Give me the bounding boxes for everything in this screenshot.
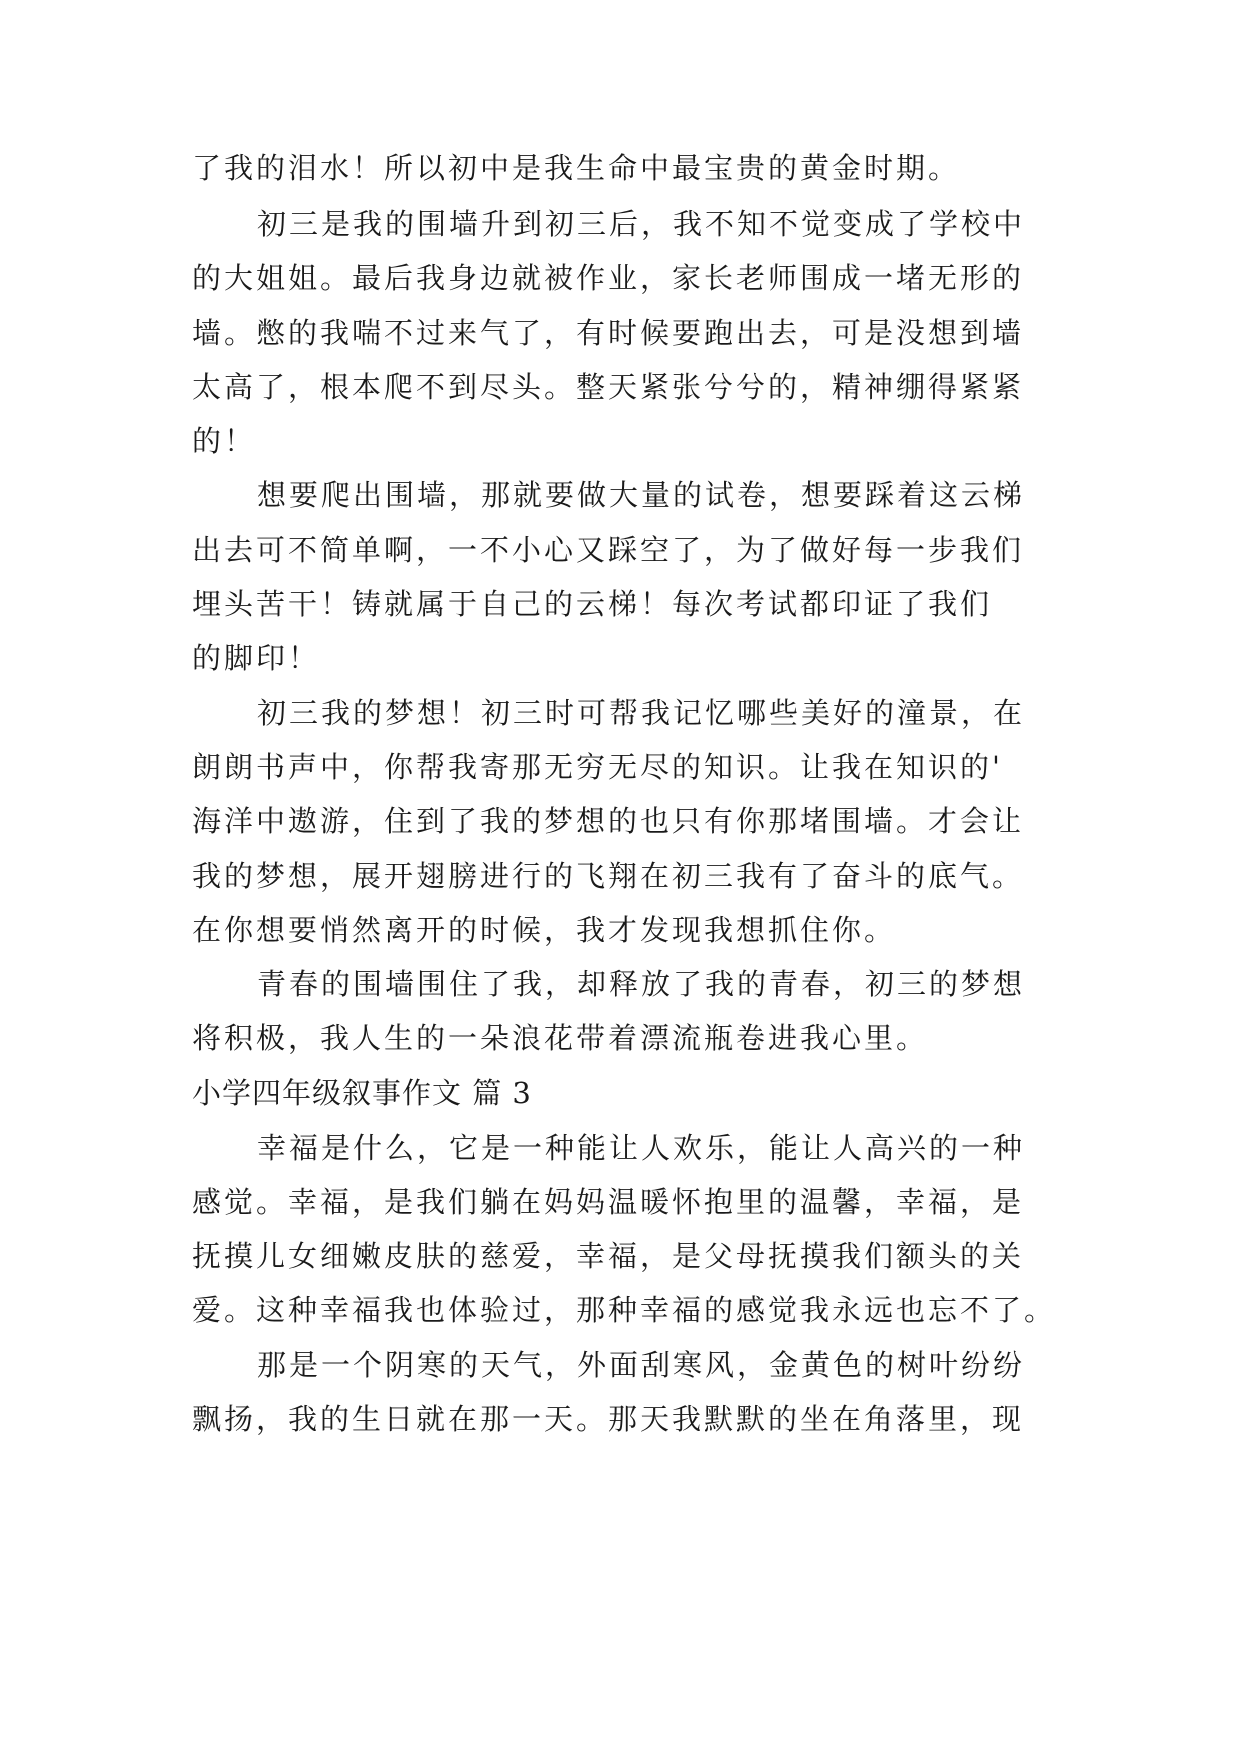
text-line: 飘扬，我的生日就在那一天。那天我默默的坐在角落里，现 bbox=[192, 1402, 1025, 1436]
text-line: 抚摸儿女细嫩皮肤的慈爱，幸福，是父母抚摸我们额头的关 bbox=[192, 1239, 1025, 1273]
paragraph-first-line: 那是一个阴寒的天气，外面刮寒风，金黄色的树叶纷纷 bbox=[257, 1348, 1026, 1382]
text-line: 海洋中遨游，住到了我的梦想的也只有你那堵围墙。才会让 bbox=[192, 804, 1025, 838]
paragraph-first-line: 幸福是什么，它是一种能让人欢乐，能让人高兴的一种 bbox=[257, 1131, 1026, 1165]
text-line: 了我的泪水！所以初中是我生命中最宝贵的黄金时期。 bbox=[192, 151, 961, 185]
text-line: 将积极，我人生的一朵浪花带着漂流瓶卷进我心里。 bbox=[192, 1021, 929, 1055]
section-heading: 小学四年级叙事作文 篇 3 bbox=[192, 1076, 532, 1110]
paragraph-first-line: 初三是我的围墙升到初三后，我不知不觉变成了学校中 bbox=[257, 207, 1026, 241]
paragraph-first-line: 初三我的梦想！初三时可帮我记忆哪些美好的潼景，在 bbox=[257, 696, 1026, 730]
text-line: 感觉。幸福，是我们躺在妈妈温暖怀抱里的温馨，幸福，是 bbox=[192, 1185, 1025, 1219]
text-line: 墙。憋的我喘不过来气了，有时候要跑出去，可是没想到墙 bbox=[192, 316, 1025, 350]
text-line: 朗朗书声中，你帮我寄那无穷无尽的知识。让我在知识的' bbox=[192, 750, 1003, 784]
text-line: 出去可不简单啊，一不小心又踩空了，为了做好每一步我们 bbox=[192, 533, 1025, 567]
text-line: 太高了，根本爬不到尽头。整天紧张兮兮的，精神绷得紧紧 bbox=[192, 370, 1025, 404]
text-line: 埋头苦干！铸就属于自己的云梯！每次考试都印证了我们 bbox=[192, 587, 993, 621]
paragraph-first-line: 青春的围墙围住了我，却释放了我的青春，初三的梦想 bbox=[257, 967, 1026, 1001]
text-line: 的！ bbox=[192, 424, 257, 458]
text-line: 的脚印！ bbox=[192, 641, 321, 675]
text-line: 在你想要悄然离开的时候，我才发现我想抓住你。 bbox=[192, 913, 897, 947]
text-line: 的大姐姐。最后我身边就被作业，家长老师围成一堵无形的 bbox=[192, 261, 1025, 295]
text-line: 我的梦想，展开翅膀进行的飞翔在初三我有了奋斗的底气。 bbox=[192, 859, 1025, 893]
text-line: 爱。这种幸福我也体验过，那种幸福的感觉我永远也忘不了。 bbox=[192, 1293, 1057, 1327]
paragraph-first-line: 想要爬出围墙，那就要做大量的试卷，想要踩着这云梯 bbox=[257, 478, 1026, 512]
